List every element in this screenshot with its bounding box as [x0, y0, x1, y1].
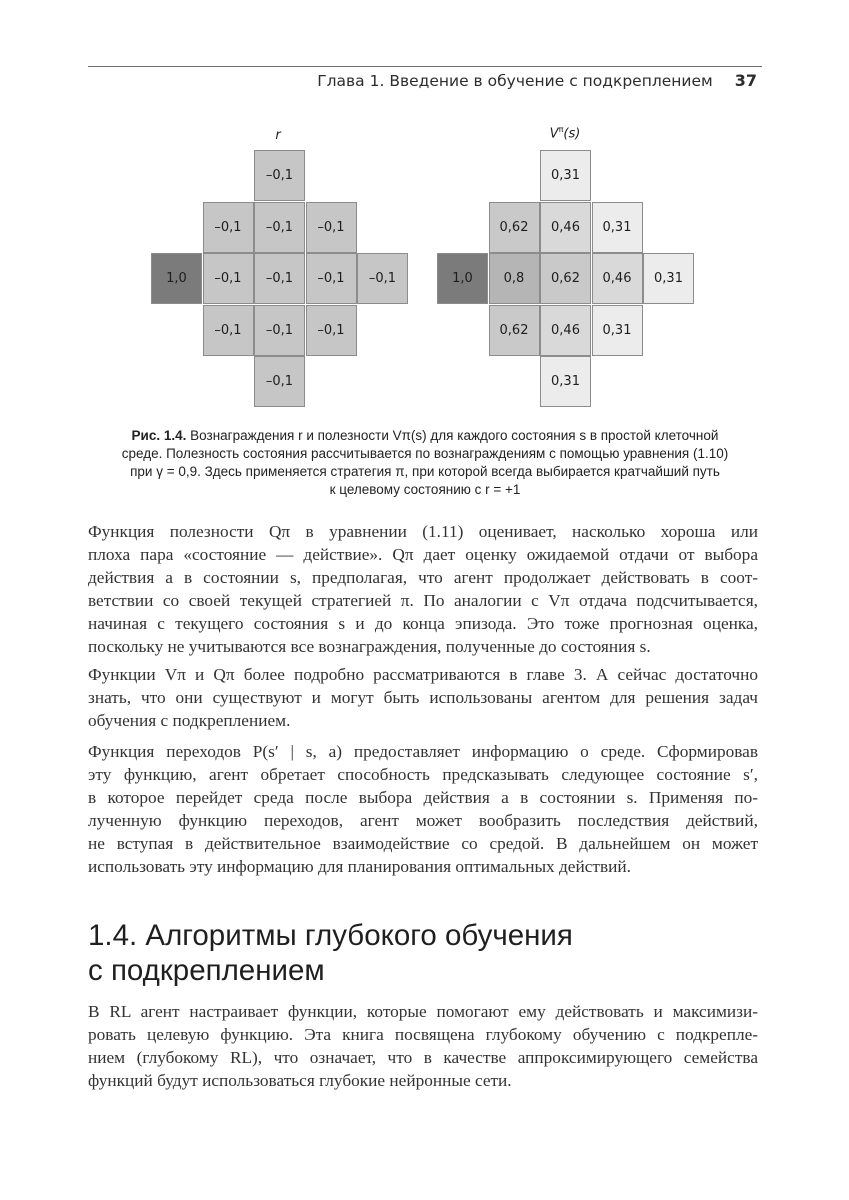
value-cell: 0,31: [540, 150, 591, 201]
reward-cell: –0,1: [254, 305, 305, 356]
paragraph-deep-rl: [88, 1000, 758, 1092]
paragraph-line: не вступая в действительное взаимодействие со средой. В дальнейшем он может: [88, 834, 758, 853]
paragraph-line: знать, что они существуют и могут быть использованы агентом для решения задач: [88, 688, 758, 707]
reward-cell: –0,1: [203, 253, 254, 304]
reward-grid-title: r: [275, 128, 281, 143]
reward-cell: –0,1: [306, 202, 357, 253]
paragraph-line: ветствии со своей текущей стратегией π. По аналогии с Vπ отдача подсчитывается,: [88, 591, 758, 610]
value-cell: 0,62: [489, 202, 540, 253]
value-cell: 0,31: [592, 305, 643, 356]
paragraph-line: плоха пара «состояние — действие». Qπ дает оценку ожидаемой отдачи от выбора: [88, 545, 758, 564]
value-cell: 0,31: [643, 253, 694, 304]
value-cell: 0,31: [592, 202, 643, 253]
caption-label: Рис. 1.4.: [131, 428, 187, 443]
paragraph-line: лученную функцию переходов, агент может вообразить последствия действий,: [88, 811, 758, 830]
value-cell: 0,8: [489, 253, 540, 304]
paragraph-line: в которое перейдет среда после выбора действия a в состоянии s. Применяя по-: [88, 788, 758, 807]
paragraph-line: использовать эту информацию для планирования оптимальных действий.: [88, 857, 631, 876]
reward-cell: –0,1: [203, 202, 254, 253]
paragraph-line: ровать целевую функцию. Эта книга посвящена глубокому обучению с подкрепле-: [88, 1025, 758, 1044]
paragraph-line: обучения с подкреплением.: [88, 711, 291, 730]
reward-cell: –0,1: [203, 305, 254, 356]
paragraph-line: эту функцию, агент обретает способность предсказывать следующее состояние s′,: [88, 765, 758, 784]
value-cell: 0,46: [592, 253, 643, 304]
reward-cell: –0,1: [357, 253, 408, 304]
page-number: 37: [734, 71, 757, 90]
caption-line-1: [100, 427, 750, 445]
header-rule: [88, 66, 762, 67]
reward-cell: –0,1: [254, 356, 305, 407]
caption-line-3: при γ = 0,9. Здесь применяется стратегия π, при которой всегда выбирается кратчайший путь: [130, 464, 720, 479]
reward-cell: –0,1: [254, 253, 305, 304]
paragraph-line: Функция полезности Qπ в уравнении (1.11) оценивает, насколько хороша или: [88, 522, 758, 541]
paragraph-line: В RL агент настраивает функции, которые помогают ему действовать и максимизи-: [88, 1002, 758, 1021]
value-cell: 0,62: [489, 305, 540, 356]
reward-cell: –0,1: [306, 305, 357, 356]
paragraph-q-function: [88, 520, 758, 658]
value-cell: 0,31: [540, 356, 591, 407]
value-cell: 1,0: [437, 253, 488, 304]
reward-cell: –0,1: [254, 150, 305, 201]
figure-caption: [100, 427, 750, 499]
value-grid-title-arg: (s): [563, 126, 581, 142]
section-heading-line-1: 1.4. Алгоритмы глубокого обучения: [88, 919, 573, 952]
reward-cell: 1,0: [151, 253, 202, 304]
paragraph-line: действия a в состоянии s, предполагая, что агент продолжает действовать в соот-: [88, 568, 758, 587]
paragraph-transition-function: [88, 740, 758, 878]
caption-line-2: среде. Полезность состояния рассчитывается по вознаграждениям с помощью уравнения (1.10): [121, 446, 729, 461]
value-cell: 0,46: [540, 305, 591, 356]
reward-cell: –0,1: [306, 253, 357, 304]
value-grid-title-main: V: [549, 126, 559, 142]
paragraph-v-q-functions: [88, 663, 758, 732]
paragraph-line: начиная с текущего состояния s и до конца эпизода. Это тоже прогнозная оценка,: [88, 614, 758, 633]
caption-line-4: к целевому состоянию с r = +1: [329, 482, 521, 497]
reward-cell: –0,1: [254, 202, 305, 253]
paragraph-line: Функции Vπ и Qπ более подробно рассматриваются в главе 3. А сейчас достаточно: [88, 665, 758, 684]
paragraph-line: нием (глубокому RL), что означает, что в качестве аппроксимирующего семейства: [88, 1048, 758, 1067]
paragraph-line: функций будут использоваться глубокие нейронные сети.: [88, 1071, 512, 1090]
section-heading-line-2: с подкреплением: [88, 954, 325, 987]
paragraph-line: поскольку не учитываются все вознаграждения, полученные до состояния s.: [88, 637, 651, 656]
running-header: [88, 71, 757, 93]
value-cell: 0,46: [540, 202, 591, 253]
section-heading: [88, 918, 758, 988]
chapter-title: Глава 1. Введение в обучение с подкреплением: [317, 72, 713, 90]
value-grid-title-sup: π: [558, 125, 564, 134]
paragraph-line: Функция переходов P(s′ | s, a) предоставляет информацию о среде. Сформировав: [88, 742, 758, 761]
value-cell: 0,62: [540, 253, 591, 304]
caption-text-1: Вознаграждения r и полезности Vπ(s) для каждого состояния s в простой клеточной: [190, 428, 719, 443]
value-grid-title: [505, 125, 625, 141]
